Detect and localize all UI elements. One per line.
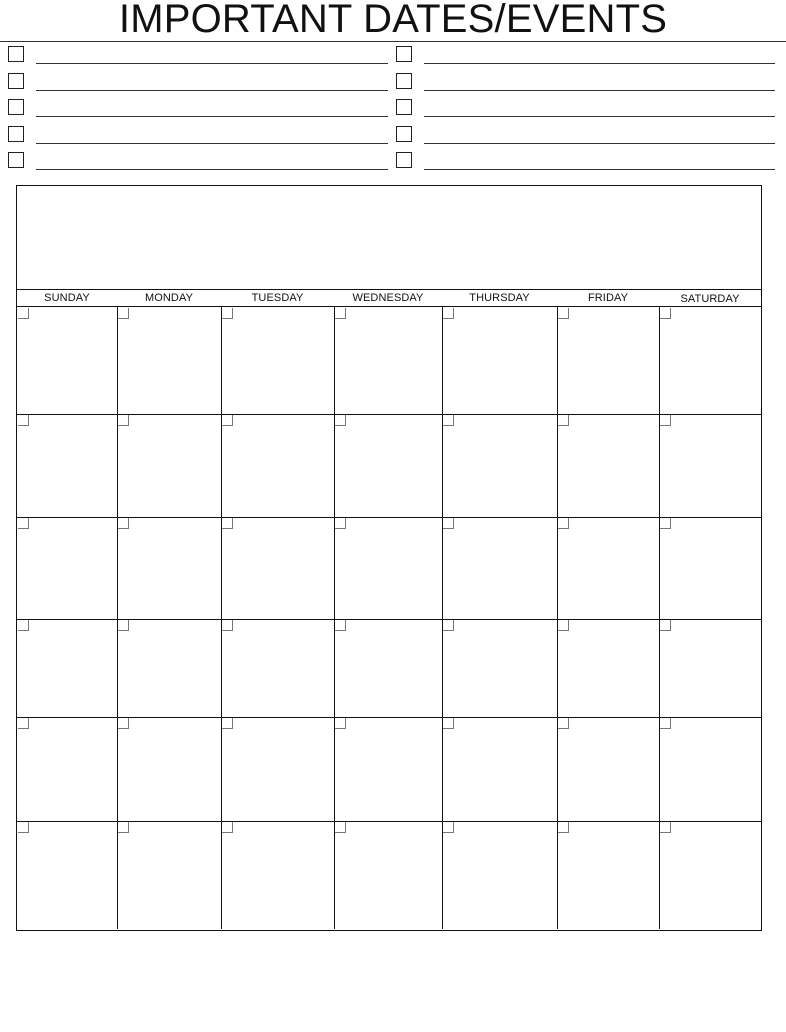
day-cell[interactable]	[221, 821, 334, 929]
checklist-item	[396, 126, 775, 146]
weekday-label-wednesday: WEDNESDAY	[352, 292, 424, 304]
day-cell[interactable]	[221, 619, 334, 717]
day-cell[interactable]	[17, 517, 117, 619]
date-number-box[interactable]	[558, 718, 569, 729]
day-cell[interactable]	[442, 307, 557, 414]
date-number-box[interactable]	[660, 620, 671, 631]
day-cell[interactable]	[17, 414, 117, 517]
weekday-label-friday: FRIDAY	[587, 292, 629, 304]
checklist-checkbox[interactable]	[8, 152, 24, 168]
day-cell[interactable]	[221, 517, 334, 619]
date-number-box[interactable]	[18, 822, 29, 833]
checklist-item	[396, 73, 775, 93]
day-cell[interactable]	[117, 517, 221, 619]
date-number-box[interactable]	[18, 718, 29, 729]
date-number-box[interactable]	[118, 308, 129, 319]
date-number-box[interactable]	[335, 308, 346, 319]
checklist-item	[396, 99, 775, 119]
day-cell[interactable]	[17, 619, 117, 717]
date-number-box[interactable]	[18, 415, 29, 426]
date-number-box[interactable]	[118, 415, 129, 426]
day-cell[interactable]	[117, 821, 221, 929]
checklist-item	[8, 99, 388, 119]
weekday-label-thursday: THURSDAY	[469, 292, 530, 304]
day-cell[interactable]	[221, 717, 334, 821]
day-cell[interactable]	[334, 619, 442, 717]
day-cell[interactable]	[442, 517, 557, 619]
date-number-box[interactable]	[558, 518, 569, 529]
date-number-box[interactable]	[18, 518, 29, 529]
date-number-box[interactable]	[443, 822, 454, 833]
day-cell[interactable]	[117, 414, 221, 517]
date-number-box[interactable]	[660, 718, 671, 729]
day-cell[interactable]	[659, 821, 761, 929]
day-cell[interactable]	[17, 307, 117, 414]
date-number-box[interactable]	[222, 518, 233, 529]
weekday-label-sunday: SUNDAY	[44, 292, 90, 304]
date-number-box[interactable]	[443, 308, 454, 319]
checklist-write-line[interactable]	[36, 63, 388, 64]
date-number-box[interactable]	[222, 308, 233, 319]
page-title: IMPORTANT DATES/EVENTS	[118, 0, 668, 41]
date-number-box[interactable]	[335, 518, 346, 529]
checklist-write-line[interactable]	[36, 116, 388, 117]
day-cell[interactable]	[442, 619, 557, 717]
date-number-box[interactable]	[443, 718, 454, 729]
checklist-item	[8, 73, 388, 93]
date-number-box[interactable]	[558, 308, 569, 319]
checklist-checkbox[interactable]	[396, 152, 412, 168]
day-cell[interactable]	[442, 717, 557, 821]
checklist-checkbox[interactable]	[396, 46, 412, 62]
day-cell[interactable]	[659, 414, 761, 517]
date-number-box[interactable]	[118, 518, 129, 529]
date-number-box[interactable]	[118, 822, 129, 833]
date-number-box[interactable]	[335, 415, 346, 426]
checklist-item	[396, 152, 775, 172]
checklist-write-line[interactable]	[424, 143, 775, 144]
date-number-box[interactable]	[222, 415, 233, 426]
day-cell[interactable]	[17, 717, 117, 821]
date-number-box[interactable]	[18, 620, 29, 631]
date-number-box[interactable]	[222, 620, 233, 631]
day-cell[interactable]	[221, 307, 334, 414]
day-cell[interactable]	[442, 414, 557, 517]
checklist-item	[396, 46, 775, 66]
date-number-box[interactable]	[660, 822, 671, 833]
weekday-label-monday: MONDAY	[144, 292, 194, 304]
date-number-box[interactable]	[558, 415, 569, 426]
checklist-write-line[interactable]	[424, 116, 775, 117]
day-cell[interactable]	[221, 414, 334, 517]
checklist-checkbox[interactable]	[8, 99, 24, 115]
checklist-item	[8, 126, 388, 146]
checklist-item	[8, 152, 388, 172]
checklist-checkbox[interactable]	[8, 126, 24, 142]
day-cell[interactable]	[117, 717, 221, 821]
date-number-box[interactable]	[660, 308, 671, 319]
date-number-box[interactable]	[335, 822, 346, 833]
important-dates-checklist	[0, 0, 786, 180]
calendar-grid	[17, 307, 761, 929]
day-cell[interactable]	[442, 821, 557, 929]
day-cell[interactable]	[557, 717, 659, 821]
date-number-box[interactable]	[443, 620, 454, 631]
day-cell[interactable]	[557, 307, 659, 414]
day-cell[interactable]	[659, 517, 761, 619]
day-cell[interactable]	[334, 414, 442, 517]
checklist-checkbox[interactable]	[8, 46, 24, 62]
checklist-write-line[interactable]	[36, 90, 388, 91]
date-number-box[interactable]	[443, 415, 454, 426]
month-heading-area[interactable]	[17, 186, 761, 290]
date-number-box[interactable]	[660, 415, 671, 426]
day-cell[interactable]	[659, 619, 761, 717]
day-cell[interactable]	[117, 307, 221, 414]
date-number-box[interactable]	[335, 620, 346, 631]
checklist-write-line[interactable]	[424, 63, 775, 64]
checklist-write-line[interactable]	[424, 169, 775, 170]
weekday-header-row	[17, 290, 761, 307]
day-cell[interactable]	[117, 619, 221, 717]
day-cell[interactable]	[557, 619, 659, 717]
day-cell[interactable]	[17, 821, 117, 929]
checklist-item	[8, 46, 388, 66]
day-cell[interactable]	[557, 821, 659, 929]
day-cell[interactable]	[659, 717, 761, 821]
weekday-label-saturday: SATURDAY	[680, 293, 740, 305]
day-cell[interactable]	[334, 517, 442, 619]
day-cell[interactable]	[334, 307, 442, 414]
date-number-box[interactable]	[660, 518, 671, 529]
checklist-checkbox[interactable]	[396, 73, 412, 89]
date-number-box[interactable]	[558, 620, 569, 631]
checklist-checkbox[interactable]	[396, 126, 412, 142]
day-cell[interactable]	[557, 517, 659, 619]
day-cell[interactable]	[659, 307, 761, 414]
day-cell[interactable]	[557, 414, 659, 517]
date-number-box[interactable]	[443, 518, 454, 529]
date-number-box[interactable]	[558, 822, 569, 833]
checklist-write-line[interactable]	[36, 143, 388, 144]
checklist-write-line[interactable]	[424, 90, 775, 91]
weekday-label-tuesday: TUESDAY	[251, 292, 304, 304]
date-number-box[interactable]	[18, 308, 29, 319]
day-cell[interactable]	[334, 717, 442, 821]
date-number-box[interactable]	[222, 718, 233, 729]
checklist-checkbox[interactable]	[396, 99, 412, 115]
day-cell[interactable]	[334, 821, 442, 929]
monthly-calendar	[16, 185, 762, 931]
date-number-box[interactable]	[118, 718, 129, 729]
date-number-box[interactable]	[222, 822, 233, 833]
checklist-checkbox[interactable]	[8, 73, 24, 89]
date-number-box[interactable]	[118, 620, 129, 631]
date-number-box[interactable]	[335, 718, 346, 729]
checklist-write-line[interactable]	[36, 169, 388, 170]
